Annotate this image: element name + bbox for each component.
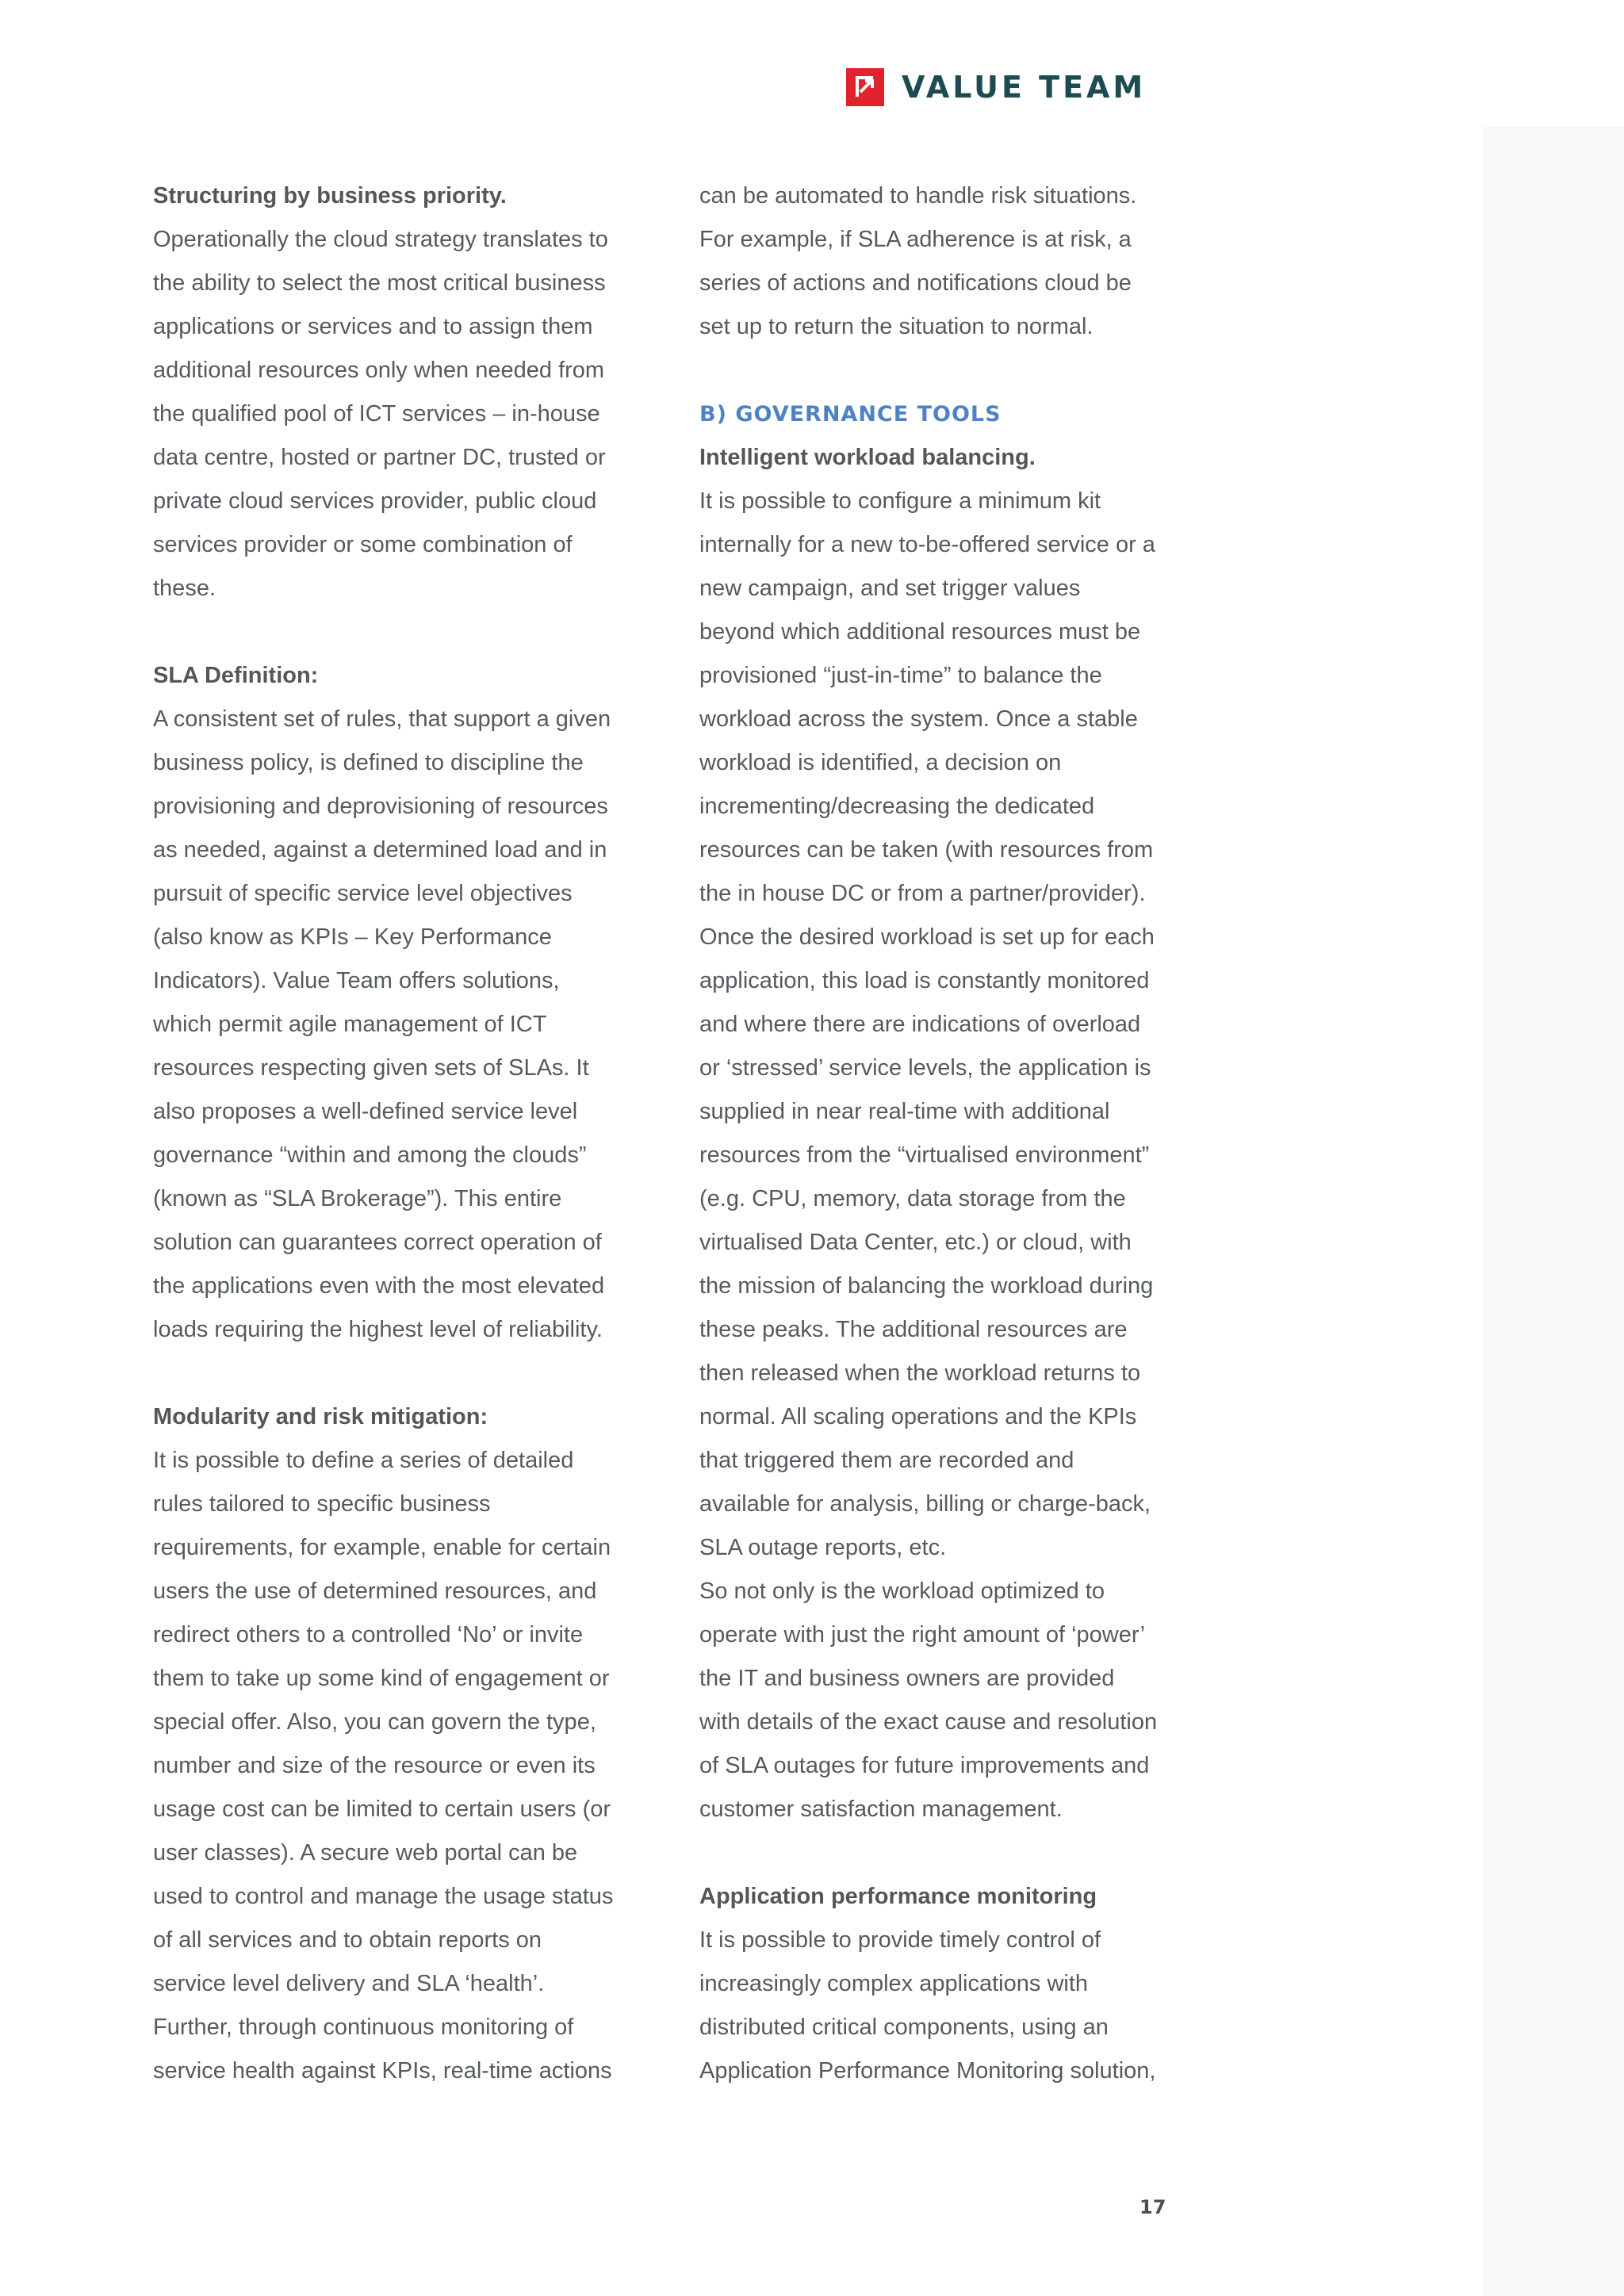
text-line: business policy, is defined to discipline the	[153, 750, 584, 775]
text-line: user classes). A secure web portal can be	[153, 1840, 578, 1866]
section-title-governance-tools: B) GOVERNANCE TOOLS	[699, 402, 1002, 427]
text-line: redirect others to a controlled ‘No’ or invite	[153, 1622, 584, 1647]
text-line: provisioned “just-in-time” to balance the	[699, 663, 1102, 688]
heading-modularity: Modularity and risk mitigation:	[153, 1404, 488, 1429]
text-line: special offer. Also, you can govern the type,	[153, 1709, 596, 1735]
text-line: of SLA outages for future improvements and	[699, 1753, 1150, 1778]
page-number: 17	[1139, 2196, 1166, 2218]
text-line: Operationally the cloud strategy translates to	[153, 227, 608, 252]
text-line: them to take up some kind of engagement or	[153, 1666, 610, 1691]
text-line: applications or services and to assign them	[153, 314, 593, 339]
text-line: A consistent set of rules, that support a given	[153, 706, 611, 732]
page-edge-shade	[1483, 127, 1624, 2296]
text-line: also proposes a well-defined service level	[153, 1099, 578, 1124]
text-line: governance “within and among the clouds”	[153, 1142, 587, 1168]
heading-business-priority: Structuring by business priority.	[153, 183, 507, 209]
company-logo	[846, 67, 1146, 108]
text-line: operate with just the right amount of ‘power’	[699, 1622, 1146, 1647]
text-line: that triggered them are recorded and	[699, 1448, 1074, 1473]
text-line: service health against KPIs, real-time actions	[153, 2058, 612, 2084]
heading-workload-balancing: Intelligent workload balancing.	[699, 445, 1036, 470]
text-line: service level delivery and SLA ‘health’.	[153, 1971, 545, 1996]
text-line: For example, if SLA adherence is at risk, a	[699, 227, 1132, 252]
text-line: Further, through continuous monitoring of	[153, 2015, 574, 2040]
text-line: the IT and business owners are provided	[699, 1666, 1115, 1691]
text-line: series of actions and notifications cloud be	[699, 270, 1132, 296]
text-line: So not only is the workload optimized to	[699, 1578, 1105, 1604]
text-line: additional resources only when needed from	[153, 358, 605, 383]
heading-sla-definition: SLA Definition:	[153, 663, 319, 688]
text-line: of all services and to obtain reports on	[153, 1927, 542, 1953]
text-line: workload is identified, a decision on	[699, 750, 1062, 775]
paragraph-continuation	[699, 174, 1191, 349]
text-line: data centre, hosted or partner DC, trusted or	[153, 445, 606, 470]
logo-text: VALUE TEAM	[902, 70, 1147, 105]
text-line: distributed critical components, using an	[699, 2015, 1109, 2040]
text-line: It is possible to provide timely control of	[699, 1927, 1101, 1953]
heading-performance-monitoring: Application performance monitoring	[699, 1884, 1097, 1909]
text-line: internally for a new to-be-offered service or a	[699, 532, 1155, 557]
text-line: virtualised Data Center, etc.) or cloud, with	[699, 1230, 1132, 1255]
text-line: increasingly complex applications with	[699, 1971, 1089, 1996]
text-line: pursuit of specific service level objectives	[153, 881, 573, 906]
text-line: It is possible to define a series of detailed	[153, 1448, 574, 1473]
text-line: Indicators). Value Team offers solutions,	[153, 968, 560, 993]
text-line: solution can guarantees correct operation of	[153, 1230, 602, 1255]
text-line: Once the desired workload is set up for each	[699, 924, 1155, 950]
text-line: then released when the workload returns to	[699, 1360, 1141, 1386]
text-line: resources can be taken (with resources from	[699, 837, 1154, 863]
text-line: (e.g. CPU, memory, data storage from the	[699, 1186, 1126, 1211]
right-column	[699, 174, 1191, 2093]
text-line: with details of the exact cause and resolution	[699, 1709, 1158, 1735]
text-line: set up to return the situation to normal.	[699, 314, 1094, 339]
text-line: resources respecting given sets of SLAs. It	[153, 1055, 589, 1081]
text-line: It is possible to configure a minimum kit	[699, 488, 1101, 514]
text-line: normal. All scaling operations and the KPIs	[699, 1404, 1137, 1429]
text-line: the applications even with the most elevated	[153, 1273, 605, 1299]
text-line: the qualified pool of ICT services – in-house	[153, 401, 600, 427]
text-line: application, this load is constantly monitored	[699, 968, 1150, 993]
paragraph-sla-definition	[153, 698, 645, 1352]
text-line: as needed, against a determined load and in	[153, 837, 607, 863]
text-line: rules tailored to specific business	[153, 1491, 491, 1517]
text-line: (known as “SLA Brokerage”). This entire	[153, 1186, 562, 1211]
paragraph-workload-balancing	[699, 480, 1191, 1831]
paragraph-performance-monitoring	[699, 1919, 1191, 2093]
text-line: customer satisfaction management.	[699, 1797, 1063, 1822]
text-line: loads requiring the highest level of reliability.	[153, 1317, 603, 1342]
text-line: available for analysis, billing or charge-back,	[699, 1491, 1151, 1517]
text-line: usage cost can be limited to certain users (or	[153, 1797, 611, 1822]
text-line: the ability to select the most critical business	[153, 270, 606, 296]
text-line: or ‘stressed’ service levels, the application is	[699, 1055, 1151, 1081]
text-line: these.	[153, 576, 216, 601]
text-line: used to control and manage the usage status	[153, 1884, 614, 1909]
text-line: new campaign, and set trigger values	[699, 576, 1081, 601]
text-line: workload across the system. Once a stable	[699, 706, 1138, 732]
text-line: and where there are indications of overload	[699, 1012, 1141, 1037]
text-line: services provider or some combination of	[153, 532, 573, 557]
left-column	[153, 174, 645, 2093]
text-line: incrementing/decreasing the dedicated	[699, 794, 1095, 819]
text-line: these peaks. The additional resources are	[699, 1317, 1128, 1342]
text-line: can be automated to handle risk situations.	[699, 183, 1137, 209]
text-line: supplied in near real-time with additional	[699, 1099, 1110, 1124]
paragraph-business-priority	[153, 218, 645, 610]
paragraph-modularity	[153, 1439, 645, 2093]
text-line: SLA outage reports, etc.	[699, 1535, 947, 1560]
value-team-arrow-icon	[846, 68, 884, 106]
text-line: the mission of balancing the workload during	[699, 1273, 1154, 1299]
text-line: the in house DC or from a partner/provider).	[699, 881, 1146, 906]
text-line: resources from the “virtualised environment”	[699, 1142, 1150, 1168]
text-line: which permit agile management of ICT	[153, 1012, 547, 1037]
text-line: number and size of the resource or even its	[153, 1753, 596, 1778]
text-line: beyond which additional resources must be	[699, 619, 1141, 645]
text-line: provisioning and deprovisioning of resources	[153, 794, 608, 819]
text-line: users the use of determined resources, and	[153, 1578, 597, 1604]
text-line: (also know as KPIs – Key Performance	[153, 924, 552, 950]
text-line: requirements, for example, enable for certain	[153, 1535, 611, 1560]
text-line: Application Performance Monitoring solution,	[699, 2058, 1156, 2084]
text-line: private cloud services provider, public cloud	[153, 488, 597, 514]
